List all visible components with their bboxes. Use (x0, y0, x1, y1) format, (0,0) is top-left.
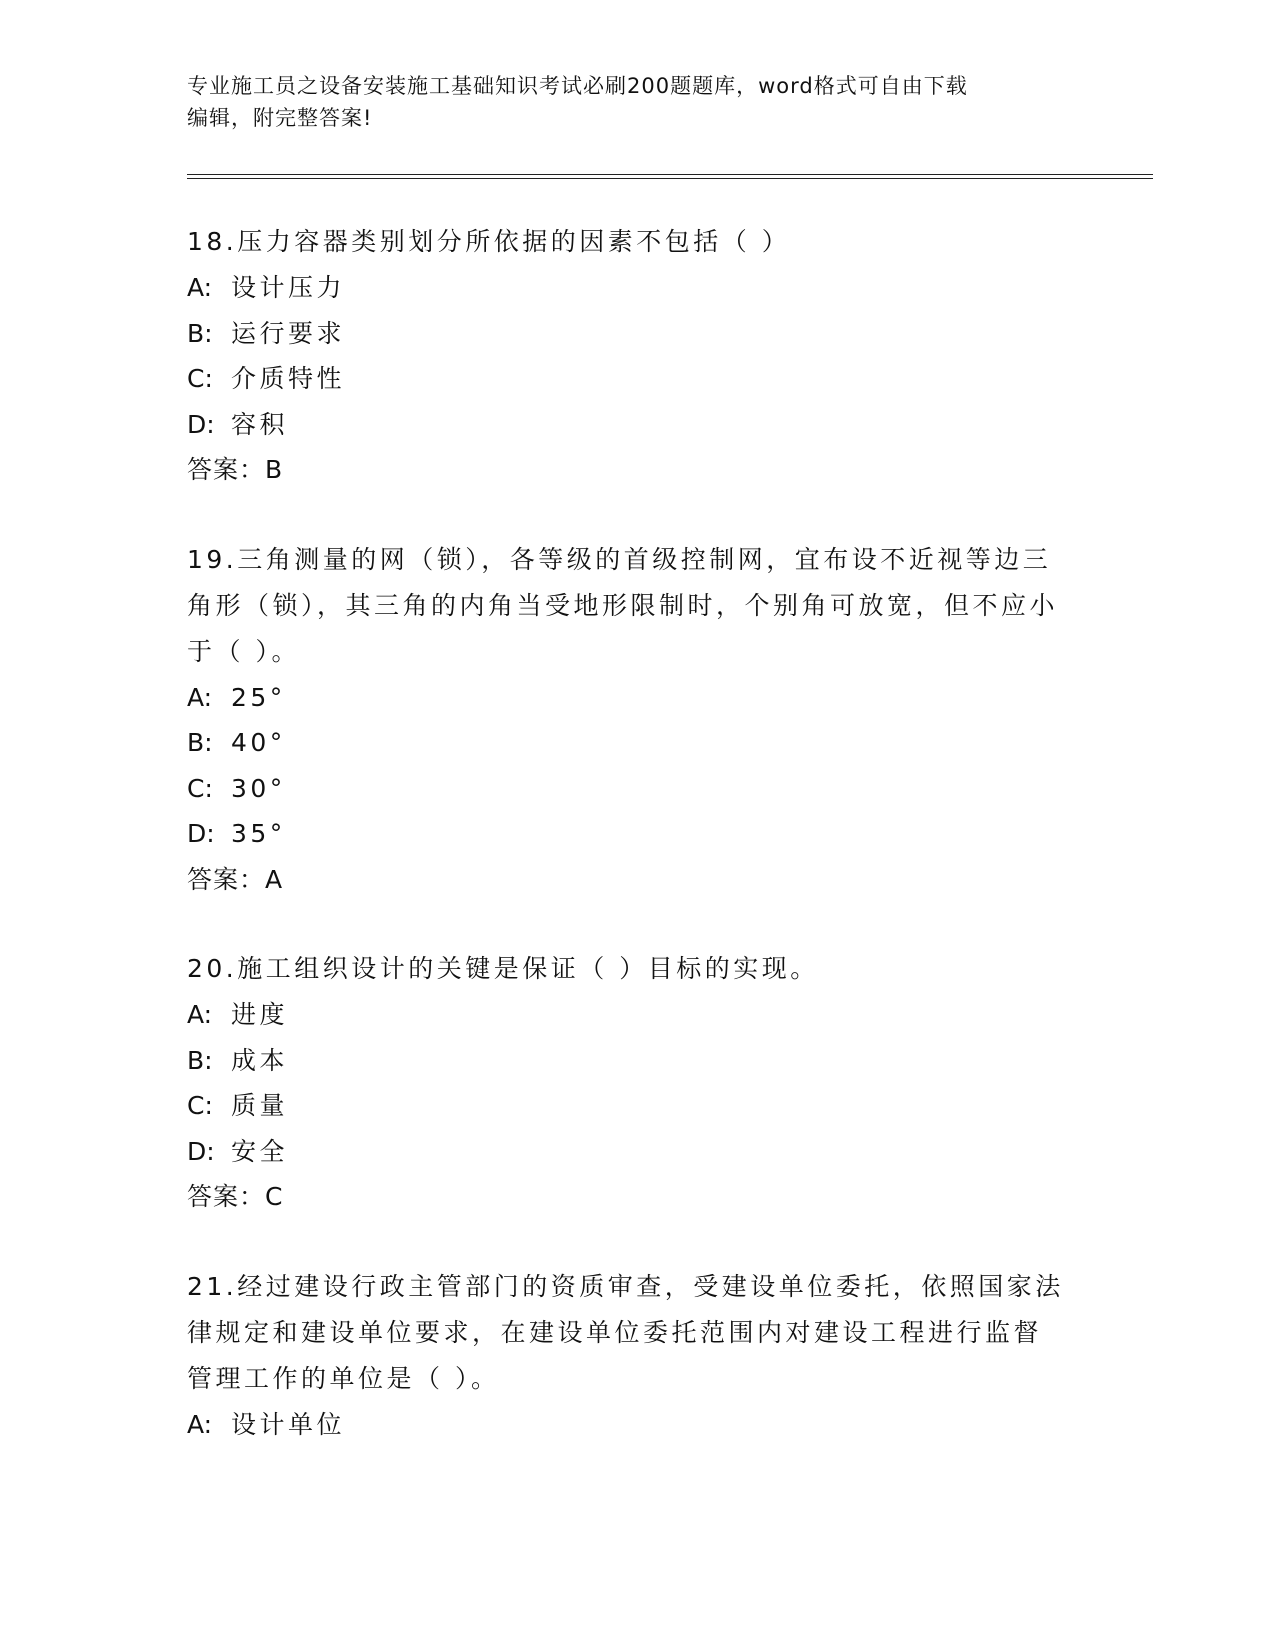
option-text: 40° (231, 728, 286, 757)
header-double-rule (187, 174, 1147, 179)
option-letter: D: (187, 819, 215, 848)
option-a (187, 1402, 1147, 1448)
option-d (187, 811, 1147, 857)
question-stem: 18.压力容器类别划分所依据的因素不包括（ ） (187, 227, 791, 256)
option-a (187, 992, 1147, 1038)
question-stem: 20.施工组织设计的关键是保证（ ）目标的实现。 (187, 954, 819, 983)
option-text: 25° (231, 682, 286, 712)
header-line-2: 编辑，附完整答案! (187, 106, 373, 130)
option-letter: B: (187, 1045, 213, 1075)
option-text: 进度 (231, 1000, 289, 1029)
option-letter: D: (187, 409, 215, 439)
header-line-1: 专业施工员之设备安装施工基础知识考试必刷200题题库，word格式可自由下载 (187, 74, 968, 98)
answer-text: 答案：A (187, 864, 284, 894)
option-a (187, 675, 1147, 721)
document-page (187, 70, 1147, 1491)
option-text: 容积 (231, 409, 289, 439)
answer-text: 答案：B (187, 455, 284, 484)
option-text: 质量 (231, 1091, 289, 1120)
option-a (187, 265, 1147, 311)
option-letter: A: (187, 1000, 213, 1029)
option-text: 成本 (231, 1045, 289, 1075)
option-text: 安全 (231, 1136, 289, 1166)
option-letter: C: (187, 773, 213, 803)
option-letter: B: (187, 318, 213, 348)
question-21 (187, 1264, 1147, 1448)
option-letter: A: (187, 1409, 213, 1439)
option-letter: C: (187, 1091, 213, 1120)
option-letter: C: (187, 364, 213, 393)
option-b (187, 311, 1147, 357)
option-letter: A: (187, 682, 213, 712)
option-d (187, 402, 1147, 448)
option-letter: A: (187, 273, 213, 302)
document-header (187, 70, 1067, 134)
option-b (187, 720, 1147, 766)
option-c (187, 766, 1147, 812)
option-letter: B: (187, 728, 213, 757)
option-text: 35° (231, 819, 286, 848)
option-text: 设计单位 (231, 1409, 346, 1439)
option-letter: D: (187, 1136, 215, 1166)
option-b (187, 1038, 1147, 1084)
question-18 (187, 219, 1147, 493)
option-text: 介质特性 (231, 364, 346, 393)
option-c (187, 356, 1147, 402)
option-text: 30° (231, 773, 286, 803)
rule-line-bottom (187, 178, 1153, 179)
question-stem: 19.三角测量的网（锁），各等级的首级控制网，宜布设不近视等边三角形（锁），其三角的内角当受地形限制时，个别角可放宽，但不应小于（ ）。 (187, 544, 1059, 666)
option-c (187, 1083, 1147, 1129)
rule-line-top (187, 174, 1153, 175)
option-d (187, 1129, 1147, 1175)
question-stem: 21.经过建设行政主管部门的资质审查，受建设单位委托，依照国家法律规定和建设单位要求，在建设单位委托范围内对建设工程进行监督管理工作的单位是（ ）。 (187, 1271, 1064, 1393)
question-20 (187, 946, 1147, 1220)
question-19 (187, 537, 1147, 903)
option-text: 设计压力 (231, 273, 346, 302)
answer-text: 答案：C (187, 1182, 284, 1211)
option-text: 运行要求 (231, 318, 346, 348)
